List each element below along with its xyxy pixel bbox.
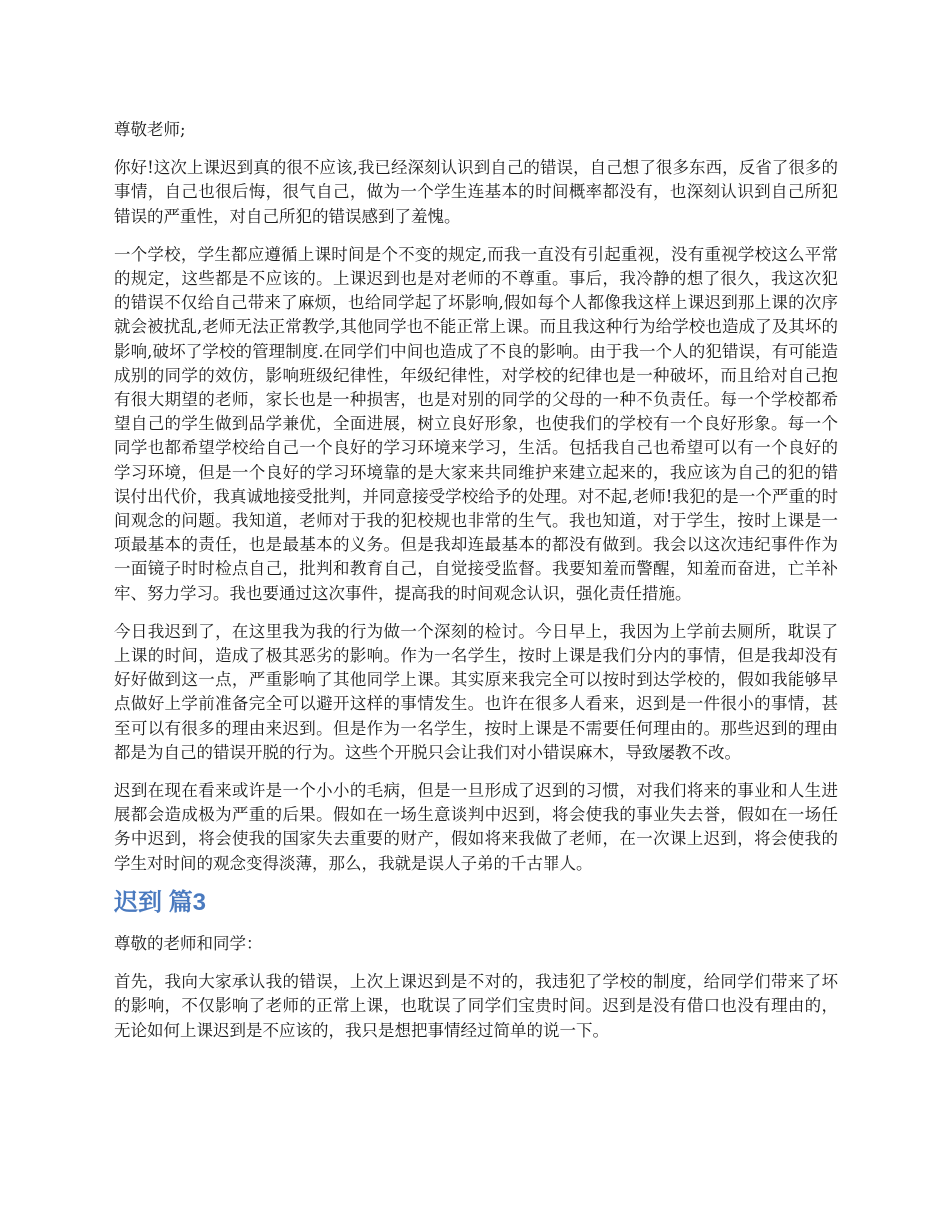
paragraph-apology: 你好!这次上课迟到真的很不应该,我已经深刻认识到自己的错误，自己想了很多东西，反省了很多的事情，自己也很后悔，很气自己，做为一个学生连基本的时间概率都没有，也深刻认识到自己所犯错误的严重性，对自己所犯的错误感到了羞愧。 <box>114 158 838 226</box>
paragraph-consequences: 迟到在现在看来或许是一个小小的毛病，但是一旦形成了迟到的习惯，对我们将来的事业和人生进展都会造成极为严重的后果。假如在一场生意谈判中迟到，将会使我的事业失去誉，假如在一场任务中迟到，将会使我的国家失去重要的财产，假如将来我做了老师，在一次课上迟到，将会使我的学生对时间的观念变得淡薄，那么，我就是误人子弟的千古罪人。 <box>114 781 838 873</box>
salutation: 尊敬老师; <box>114 120 186 139</box>
paragraph-today-late: 今日我迟到了，在这里我为我的行为做一个深刻的检讨。今日早上，我因为上学前去厕所，耽误了上课的时间，造成了极其恶劣的影响。作为一名学生，按时上课是我们分内的事情，但是我却没有好好做到这一点，严重影响了其他同学上课。其实原来我完全可以按时到达学校的，假如我能够早点做好上学前准备完全可以避开这样的事情发生。也许在很多人看来，迟到是一件很小的事情，甚至可以有很多的理由来迟到。但是作为一名学生，按时上课是不需要任何理由的。那些迟到的理由都是为自己的错误开脱的行为。这些个开脱只会让我们对小错误麻木，导致屡教不改。 <box>114 621 838 762</box>
document-body <box>114 118 838 1043</box>
paragraph-school-rules: 一个学校，学生都应遵循上课时间是个不变的规定,而我一直没有引起重视，没有重视学校这么平常的规定，这些都是不应该的。上课迟到也是对老师的不尊重。事后，我冷静的想了很久，我这次犯的错误不仅给自己带来了麻烦，也给同学起了坏影响,假如每个人都像我这样上课迟到那上课的次序就会被扰乱,老师无法正常教学,其他同学也不能正常上课。而且我这种行为给学校也造成了及其坏的影响,破坏了学校的管理制度.在同学们中间也造成了不良的影响。由于我一个人的犯错误，有可能造成别的同学的效仿，影响班级纪律性，年级纪律性，对学校的纪律也是一种破坏，而且给对自己抱有很大期望的老师，家长也是一种损害，也是对别的同学的父母的一种不负责任。每一个学校都希望自己的学生做到品学兼优，全面进展，树立良好形象，也使我们的学校有一个良好形象。每一个同学也都希望学校给自己一个良好的学习环境来学习，生活。包括我自己也希望可以有一个良好的学习环境，但是一个良好的学习环境靠的是大家来共同维护来建立起来的，我应该为自己的犯的错误付出代价，我真诚地接受批判，并同意接受学校给予的处理。对不起,老师!我犯的是一个严重的时间观念的问题。我知道，老师对于我的犯校规也非常的生气。我也知道，对于学生，按时上课是一项最基本的责任，也是最基本的义务。但是我却连最基本的都没有做到。我会以这次违纪事件作为一面镜子时时检点自己，批判和教育自己，自觉接受监督。我要知羞而警醒，知羞而奋进，亡羊补牢、努力学习。我也要通过这次事件，提高我的时间观念认识，强化责任措施。 <box>114 244 838 603</box>
paragraph-admission: 首先，我向大家承认我的错误，上次上课迟到是不对的，我违犯了学校的制度，给同学们带来了坏的影响，不仅影响了老师的正常上课，也耽误了同学们宝贵时间。迟到是没有借口也没有理由的，无论如何上课迟到是不应该的，我只是想把事情经过简单的说一下。 <box>114 972 838 1040</box>
section-heading: 迟到 篇3 <box>114 888 207 916</box>
salutation-2: 尊敬的老师和同学： <box>114 933 263 953</box>
